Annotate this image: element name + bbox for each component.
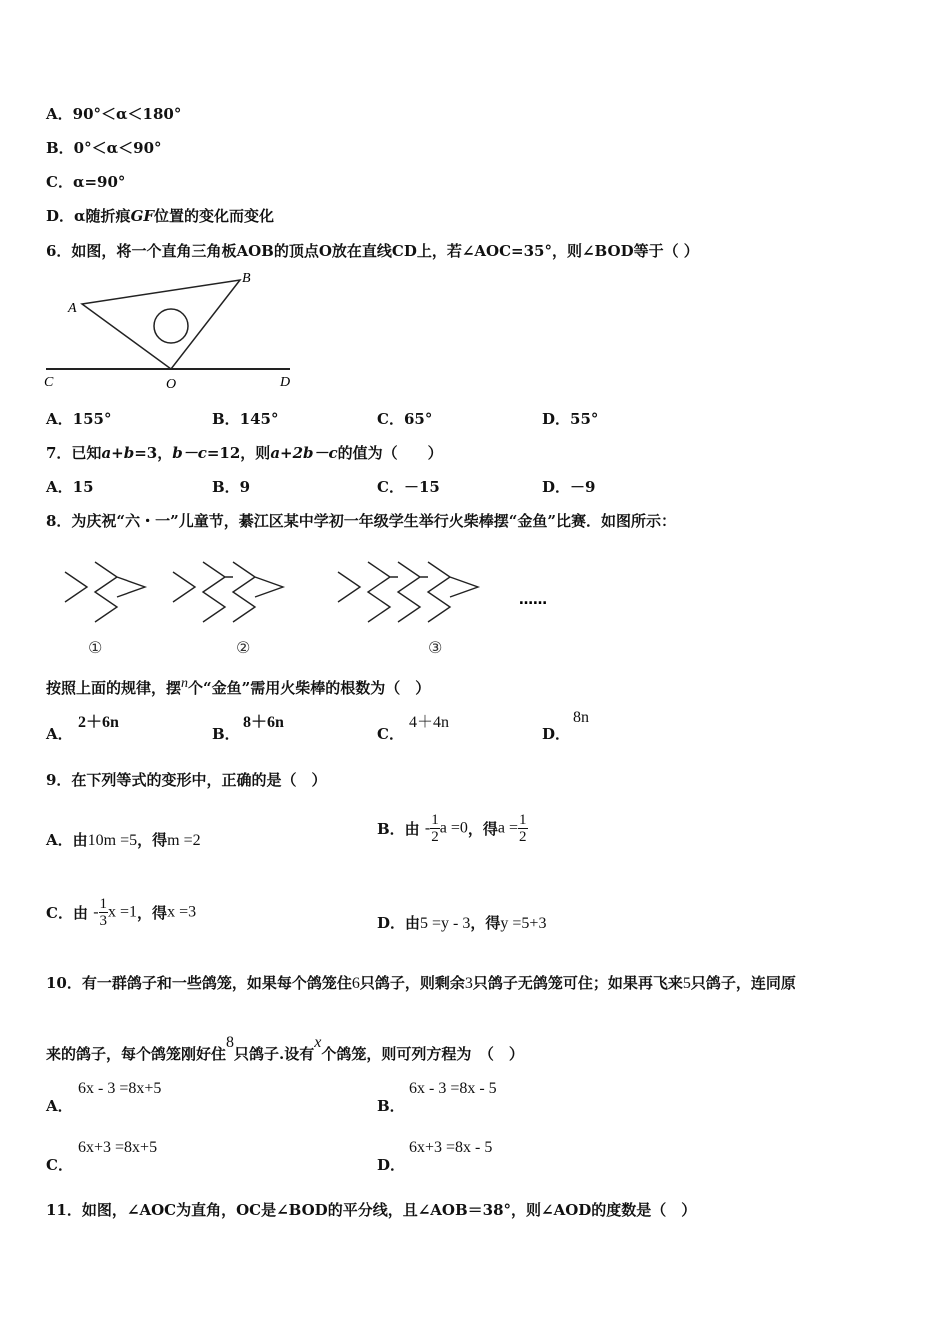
q10-option-d-expr: 6x+3 =8x - 5 [409,1139,493,1156]
q9-b-num-2: 1 [519,812,527,828]
q10-l2-x: x [314,1034,322,1051]
q7-stem [46,442,443,463]
q10-l1-num-1: 6 [351,975,360,992]
label-o: O [166,377,177,392]
q10-l1-num-2: 3 [464,975,473,992]
fish-1 [65,562,145,622]
triangle-aob [82,280,240,369]
q9-c-den: 3 [99,913,108,929]
q9-c-text-1: C．由 [46,904,88,922]
q10-l1-text-2: 只鸽子，则剩余 [359,974,465,992]
q9-c-frac [99,896,109,929]
q5-option-a: A．90°＜α＜180° [46,105,182,123]
q9-option-c [46,896,196,929]
q9-c-num: 1 [99,896,108,912]
q8-ellipsis: …… [519,592,547,608]
q9-b-num: 1 [431,812,439,828]
q9-option-d [377,912,546,933]
q9-a-text-2: ，得 [137,831,168,849]
q8-option-b: B． [212,725,240,743]
q10-option-a: A． [46,1097,73,1115]
q9-d-expr-2: y =5+3 [500,915,547,932]
q9-d-expr-1: 5 =y - 3 [420,915,471,932]
q9-c-expr-2: x =3 [167,903,197,921]
q10-option-b: B． [377,1097,405,1115]
q8-option-a-expr: 2＋6n [78,714,119,731]
q9-b-sign: - [424,819,431,837]
q9-d-text-1: D．由 [377,914,421,932]
q9-b-expr-2: a = [497,819,519,837]
fish-3 [338,562,478,622]
q5-option-d-suffix: 位置的变化而变化 [154,207,275,225]
q7-text-3: =12，则 [206,444,271,462]
q8-option-a: A． [46,725,73,743]
q10-option-c-expr: 6x+3 =8x+5 [78,1139,158,1156]
q8-ask [46,676,430,698]
q6-option-b: B．145° [212,410,279,428]
q10-option-c: C． [46,1156,73,1174]
q8-option-c-expr: 4＋4n [409,714,450,731]
label-c: C [44,375,54,390]
label-a: A [68,301,77,316]
q9-b-frac-2 [518,812,528,845]
q9-b-den-2: 2 [519,829,527,845]
q9-a-expr-1: 10m =5 [87,832,138,849]
q8-ask-n: n [181,676,189,691]
q9-c-text-2: ，得 [137,904,168,922]
q6-option-a: A．155° [46,410,112,428]
q8-label-2: ② [236,638,251,657]
q5-option-c: C．α=90° [46,173,126,191]
q5-option-d [46,205,274,226]
q9-a-text-1: A．由 [46,831,88,849]
q9-b-text-2: ，得 [467,820,498,838]
label-b: B [242,271,251,286]
q7-expr-1: a+b [101,444,135,462]
q8-stem: 8．为庆祝“六・一”儿童节，綦江区某中学初一年级学生举行火柴棒摆“金鱼”比赛．如图所示： [46,512,676,530]
fish-2 [173,562,283,622]
q7-option-d: D．－9 [542,478,596,496]
q8-option-c: C． [377,725,404,743]
q8-option-d: D． [542,725,571,743]
q9-option-a [46,829,201,850]
q6-option-c: C．65° [377,410,433,428]
q8-option-b-expr: 8＋6n [243,714,284,731]
q9-d-text-2: ，得 [470,914,501,932]
q7-text-4: 的值为（ ） [337,444,443,462]
q8-label-1: ① [88,638,103,657]
label-d: D [280,375,291,390]
q9-option-b [377,812,528,845]
q5-option-b: B．0°＜α＜90° [46,139,162,157]
q7-expr-3: a+2b－c [270,444,338,462]
q10-l2-num-1: 8 [226,1034,235,1051]
triangle-hole [154,309,188,343]
q10-option-d: D． [377,1156,406,1174]
q6-option-d: D．55° [542,410,599,428]
q5-option-d-prefix: D．α随折痕 [46,207,131,225]
q6-figure [40,268,300,392]
q9-b-expr-1: a =0 [439,819,468,837]
q10-l1-text-4: 只鸽子，连同原 [690,974,796,992]
q10-l2-text-3: 个鸽笼，则可列方程为 （ ） [321,1045,524,1063]
q9-c-expr-1: x =1 [108,903,138,921]
q10-l2-text-1: 来的鸽子，每个鸽笼刚好住 [46,1045,227,1063]
q11-stem: 11．如图，∠AOC为直角，OC是∠BOD的平分线，且∠AOB＝38°，则∠AOD的度数是（ ） [46,1201,697,1219]
q7-option-b: B．9 [212,478,251,496]
q8-ask-text-1: 按照上面的规律，摆 [46,679,182,697]
q9-b-text-1: B．由 [377,820,420,838]
q5-option-d-gf: GF [130,207,155,225]
q9-stem: 9．在下列等式的变形中，正确的是（ ） [46,771,327,789]
q6-stem: 6．如图，将一个直角三角板AOB的顶点O放在直线CD上，若∠AOC=35°，则∠BOD等于（ ） [46,242,699,260]
q7-option-c: C．－15 [377,478,440,496]
q8-goldfish-figure [55,552,555,632]
q10-stem-line-1 [46,972,796,993]
q8-option-d-expr: 8n [573,709,589,726]
q8-ask-text-2: 个“金鱼”需用火柴棒的根数为（ ） [188,679,431,697]
q10-option-b-expr: 6x - 3 =8x - 5 [409,1080,497,1097]
q9-a-expr-2: m =2 [167,832,201,849]
q8-label-3: ③ [428,638,443,657]
q10-l1-text-1: 10．有一群鸽子和一些鸽笼，如果每个鸽笼住 [46,974,352,992]
q10-l1-num-3: 5 [682,975,691,992]
q9-c-sign: - [93,903,99,921]
q7-option-a: A．15 [46,478,94,496]
q9-b-den: 2 [431,829,439,845]
q7-text-2: =3， [134,444,173,462]
q7-text-1: 7．已知 [46,444,102,462]
q10-option-a-expr: 6x - 3 =8x+5 [78,1080,162,1097]
q10-l1-text-3: 只鸽子无鸽笼可住；如果再飞来 [472,974,683,992]
q10-l2-text-2: 只鸽子.设有 [234,1045,315,1063]
q7-expr-2: b－c [172,444,207,462]
q10-stem-line-2 [46,1034,524,1064]
q9-b-frac [430,812,440,845]
